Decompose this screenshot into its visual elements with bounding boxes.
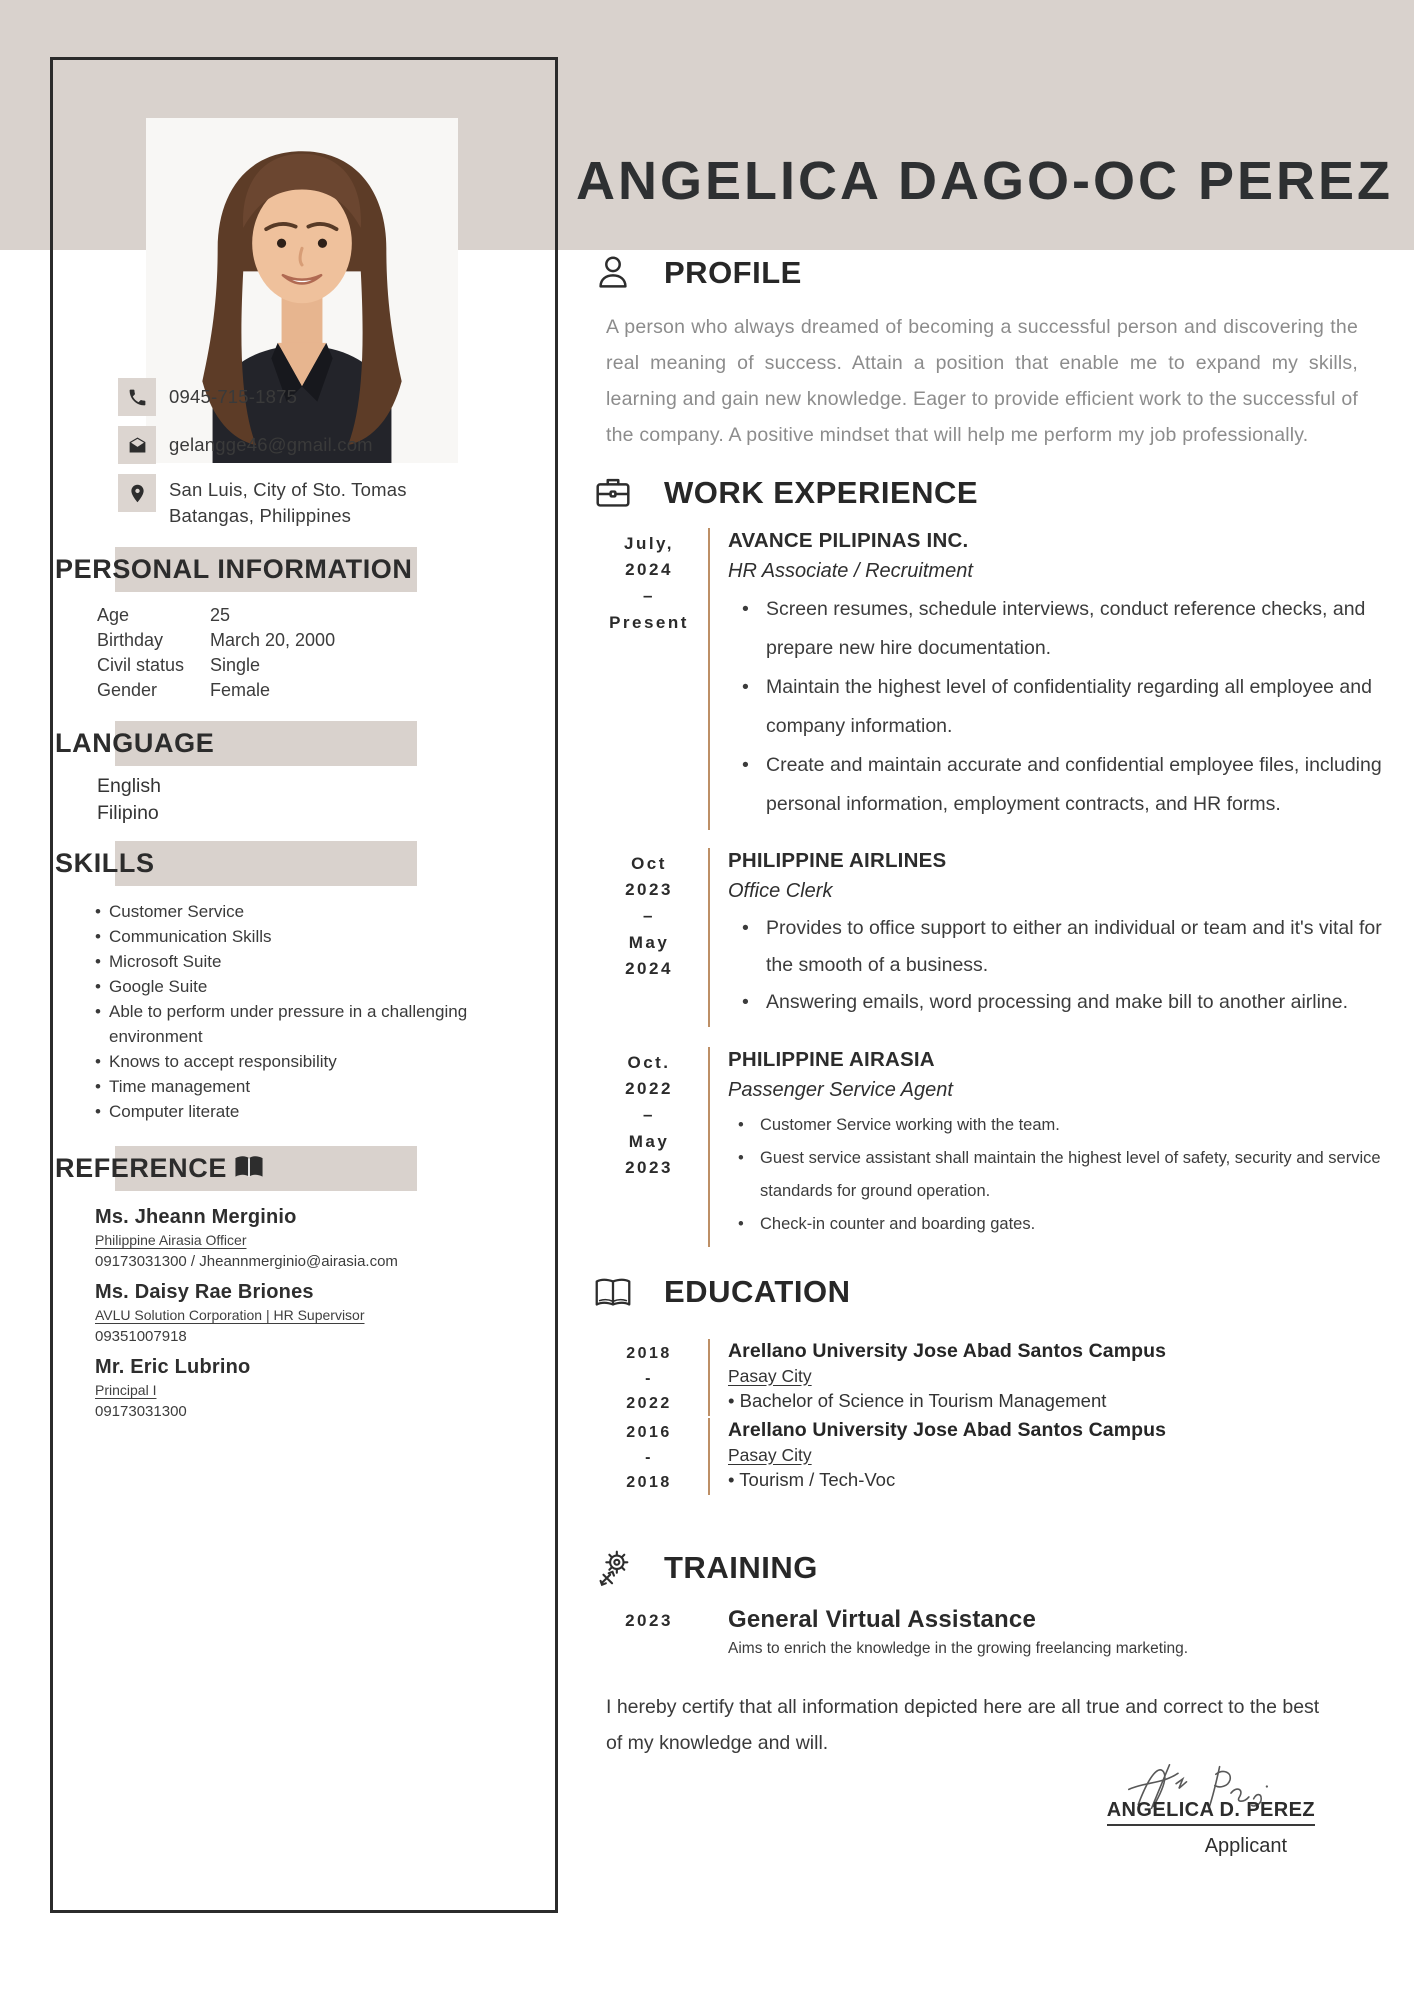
- info-value: Female: [210, 680, 271, 700]
- school-city: Pasay City: [728, 1444, 812, 1465]
- reference-name: Mr. Eric Lubrino: [95, 1356, 251, 1378]
- address: [169, 474, 407, 529]
- signature-block: [590, 1761, 1390, 1860]
- skill-item: • Computer literate: [95, 1099, 525, 1124]
- skill-item: • Communication Skills: [95, 924, 525, 949]
- section-work-experience-header: [590, 470, 1390, 516]
- section-heading: LANGUAGE: [55, 727, 215, 758]
- degree-program: • Tourism / Tech-Voc: [728, 1468, 896, 1490]
- job-duty: • Check-in counter and boarding gates.: [738, 1208, 1390, 1241]
- date-line: Oct.: [627, 1052, 671, 1072]
- education-years: [590, 1339, 708, 1416]
- info-row: [97, 628, 525, 653]
- work-entry-dates: [590, 848, 708, 1027]
- address-line-2: Batangas, Philippines: [169, 505, 352, 526]
- gear-tools-icon: [590, 1545, 636, 1591]
- job-duties: [742, 910, 1390, 1021]
- reference-person: [95, 1354, 525, 1423]
- reference-contact: 09351007918: [95, 1328, 187, 1345]
- education-entry: [590, 1418, 1390, 1495]
- job-duty: • Customer Service working with the team.: [738, 1109, 1390, 1142]
- training-entry-body: [708, 1605, 1390, 1667]
- contact-phone-row: [118, 378, 525, 416]
- job-duty: • Maintain the highest level of confidentiality regarding all employee and company information.: [742, 668, 1390, 746]
- school-city: Pasay City: [728, 1365, 812, 1386]
- profile-summary: A person who always dreamed of becoming a successful person and discovering the real meaning of success. Attain a position that enable me to expand my skills, learning and gain new knowledge. Eager to provide efficient work to the successful of the company. A positive mindset that will help me perform my job professionally.: [606, 316, 1358, 446]
- section-reference: [55, 1142, 525, 1194]
- reference-contact: 09173031300: [95, 1403, 187, 1420]
- date-line: –: [643, 586, 655, 606]
- section-profile-header: [590, 250, 1390, 296]
- phone-number: 0945-715-1875: [169, 386, 298, 407]
- job-title: Office Clerk: [728, 879, 833, 902]
- main-content: [590, 250, 1390, 1860]
- reference-person: [95, 1204, 525, 1273]
- info-value: 25: [210, 605, 231, 625]
- reference-person: [95, 1279, 525, 1348]
- signatory-role: Applicant: [1204, 1834, 1287, 1857]
- skill-item: • Microsoft Suite: [95, 949, 525, 974]
- skill-item: • Time management: [95, 1074, 525, 1099]
- email-address: gelangge46@gmail.com: [169, 434, 373, 455]
- year-line: 2023: [625, 1610, 673, 1630]
- work-entry-dates: [590, 1047, 708, 1247]
- date-line: –: [643, 1105, 655, 1125]
- skills-list: [95, 899, 525, 1124]
- work-entry-body: [708, 848, 1390, 1027]
- date-line: 2023: [625, 879, 673, 899]
- address-line-1: San Luis, City of Sto. Tomas: [169, 479, 407, 500]
- info-label: Age: [97, 605, 130, 625]
- info-value: Single: [210, 655, 261, 675]
- language-item: English: [97, 775, 161, 797]
- phone-icon: [118, 378, 156, 416]
- language-item: Filipino: [97, 802, 159, 824]
- section-title: TRAINING: [664, 1549, 818, 1585]
- job-title: Passenger Service Agent: [728, 1078, 953, 1101]
- briefcase-icon: [590, 470, 636, 516]
- training-year: [590, 1605, 708, 1667]
- info-row: [97, 653, 525, 678]
- location-pin-icon: [118, 474, 156, 512]
- personal-info-table: [97, 603, 525, 703]
- job-duties: [742, 590, 1390, 824]
- date-line: Present: [609, 612, 689, 632]
- section-heading: SKILLS: [55, 847, 155, 878]
- contact-address-row: [118, 474, 525, 529]
- heading-highlight-bar: [115, 841, 417, 886]
- year-line: 2018: [626, 1344, 672, 1362]
- info-label: Civil status: [97, 655, 185, 675]
- certification-statement: I hereby certify that all information depicted here are all true and correct to the best of my knowledge and will.: [606, 1695, 1320, 1754]
- education-entry-body: [708, 1418, 1390, 1495]
- reference-name: Ms. Daisy Rae Briones: [95, 1281, 314, 1303]
- section-personal-information: [55, 543, 525, 595]
- date-line: 2024: [625, 559, 673, 579]
- section-title: PROFILE: [664, 255, 802, 290]
- language-list: [97, 773, 525, 827]
- date-line: 2024: [625, 958, 673, 978]
- education-list: [590, 1339, 1390, 1495]
- signatory-name: ANGELICA D. PEREZ: [1107, 1799, 1315, 1826]
- school-name: Arellano University Jose Abad Santos Campus: [728, 1418, 1167, 1441]
- section-education-header: [590, 1269, 1390, 1315]
- contact-email-row: [118, 426, 525, 464]
- job-duty: • Screen resumes, schedule interviews, conduct reference checks, and prepare new hire documentation.: [742, 590, 1390, 668]
- training-entry: [590, 1605, 1390, 1667]
- training-description: Aims to enrich the knowledge in the growing freelancing marketing.: [728, 1639, 1189, 1657]
- date-line: July,: [624, 533, 674, 553]
- job-title: HR Associate / Recruitment: [728, 559, 973, 582]
- year-line: 2018: [626, 1473, 672, 1491]
- job-duty: • Answering emails, word processing and make bill to another airline.: [742, 984, 1390, 1021]
- references-list: [95, 1204, 525, 1423]
- education-entry: [590, 1339, 1390, 1416]
- company-name: AVANCE PILIPINAS INC.: [728, 528, 969, 552]
- training-title: General Virtual Assistance: [728, 1605, 1037, 1633]
- year-line: -: [645, 1369, 653, 1387]
- mail-icon: [118, 426, 156, 464]
- date-line: 2022: [625, 1078, 673, 1098]
- info-label: Gender: [97, 680, 158, 700]
- section-title: WORK EXPERIENCE: [664, 474, 979, 510]
- sidebar: [55, 378, 525, 1423]
- section-language: [55, 717, 525, 769]
- reference-title: Philippine Airasia Officer: [95, 1232, 247, 1248]
- date-line: Oct: [631, 853, 667, 873]
- open-book-solid-icon: [233, 1154, 265, 1182]
- job-duty: • Guest service assistant shall maintain the highest level of safety, security and service standards for ground operation.: [738, 1142, 1390, 1208]
- skill-item: • Customer Service: [95, 899, 525, 924]
- skill-item: • Google Suite: [95, 974, 525, 999]
- date-line: –: [643, 906, 655, 926]
- work-entry: [590, 848, 1390, 1027]
- info-value: March 20, 2000: [210, 630, 336, 650]
- work-entry-body: [708, 528, 1390, 830]
- section-title: EDUCATION: [664, 1273, 851, 1309]
- person-icon: [590, 250, 636, 296]
- work-entry: [590, 528, 1390, 830]
- info-label: Birthday: [97, 630, 164, 650]
- degree-program: • Bachelor of Science in Tourism Management: [728, 1389, 1107, 1411]
- reference-contact: 09173031300 / Jheannmerginio@airasia.com: [95, 1253, 398, 1270]
- section-heading-text: REFERENCE: [55, 1152, 227, 1183]
- skill-item: • Knows to accept responsibility: [95, 1049, 525, 1074]
- job-duty: • Create and maintain accurate and confidential employee files, including personal information, employment contracts, and HR forms.: [742, 746, 1390, 824]
- education-entry-body: [708, 1339, 1390, 1416]
- job-duty: • Provides to office support to either an individual or team and it's vital for the smooth of a business.: [742, 910, 1390, 984]
- section-heading: PERSONAL INFORMATION: [55, 553, 413, 584]
- info-row: [97, 603, 525, 628]
- section-heading: [55, 1153, 265, 1184]
- year-line: 2016: [626, 1423, 672, 1441]
- date-line: 2023: [625, 1157, 673, 1177]
- year-line: 2022: [626, 1394, 672, 1412]
- work-entry-dates: [590, 528, 708, 830]
- reference-name: Ms. Jheann Merginio: [95, 1206, 297, 1228]
- section-training-header: [590, 1545, 1390, 1591]
- reference-title: Principal I: [95, 1382, 157, 1398]
- year-line: -: [645, 1448, 653, 1466]
- open-book-icon: [590, 1269, 636, 1315]
- reference-title: AVLU Solution Corporation | HR Supervisor: [95, 1307, 365, 1323]
- page-title: ANGELICA DAGO-OC PEREZ: [576, 151, 1394, 211]
- school-name: Arellano University Jose Abad Santos Campus: [728, 1339, 1167, 1362]
- date-line: May: [628, 1131, 670, 1151]
- skill-item: • Able to perform under pressure in a challenging environment: [95, 999, 525, 1049]
- education-years: [590, 1418, 708, 1495]
- job-duties: [738, 1109, 1390, 1241]
- info-row: [97, 678, 525, 703]
- section-skills: [55, 837, 525, 889]
- date-line: May: [628, 932, 670, 952]
- work-entry-body: [708, 1047, 1390, 1247]
- company-name: PHILIPPINE AIRLINES: [728, 848, 947, 872]
- company-name: PHILIPPINE AIRASIA: [728, 1047, 935, 1071]
- work-entry: [590, 1047, 1390, 1247]
